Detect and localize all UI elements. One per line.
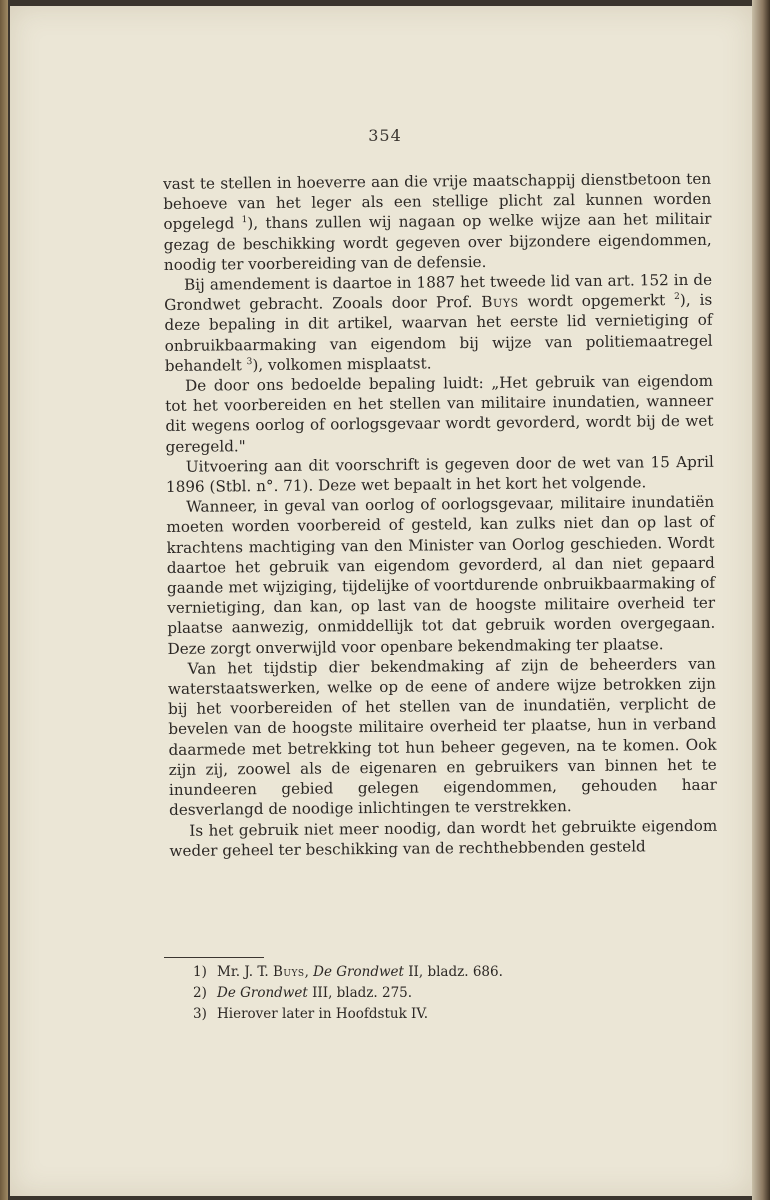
footnote-3 — [193, 1004, 613, 1025]
paragraph-3: De door ons bedoelde bepaling luidt: „Het gebruik van eigendom tot het voorbereiden en het stellen van militaire inundatien, wanneer dit wegens oorlog of oorlogsgevaar wordt gevorderd, wordt bij de wet geregeld." — [165, 371, 714, 456]
footnote-author: Buys — [272, 964, 305, 980]
footnote-2 — [193, 983, 613, 1004]
footnote-1 — [193, 962, 613, 983]
paragraph-2-text-d: ), volkomen misplaatst. — [252, 354, 432, 374]
paragraph-1-text-cont: ), thans zullen wij nagaan op welke wijze aan het militair gezag de beschikking wordt gegeven over bijzondere eigendommen, noodig ter voorbereiding van de defensie. — [163, 210, 712, 274]
paragraph-5: Wanneer, in geval van oorlog of oorlogsgevaar, militaire inundatiën moeten worden voorbereid of gesteld, kan zulks niet dan op last of krachtens machtiging van den Minister van Oorlog geschieden. Wordt daartoe het gebruik van eigendom gevorderd, al dan niet gepaard gaande met wijziging, tijdelijke of voortdurende onbruikbaarmaking of vernietiging, dan kan, op last van de hoogste militaire overheid ter plaatse aanwezig, onmiddellijk tot dat gebruik worden overgegaan. Deze zorgt onverwijld voor openbare bekendmaking ter plaatse. — [166, 492, 716, 658]
paragraph-7: Is het gebruik niet meer noodig, dan wordt het gebruikte eigendom weder geheel ter beschikking van de rechthebbenden gesteld — [169, 816, 718, 860]
author-name: Buys — [481, 292, 519, 312]
footnote-divider — [164, 957, 264, 958]
footnote-title: De Grondwet — [217, 985, 308, 1001]
footnote-number: 3) — [193, 1006, 207, 1022]
footnote-text: Mr. J. T. — [217, 964, 273, 980]
footnote-text: Hierover later in Hoofdstuk IV. — [217, 1006, 429, 1022]
paragraph-1 — [163, 169, 712, 275]
footnote-number: 2) — [193, 985, 207, 1001]
footnote-citation: III, bladz. 275. — [307, 985, 413, 1001]
footnote-number: 1) — [193, 964, 207, 980]
paragraph-2-text-b: wordt opgemerkt — [518, 291, 675, 311]
paragraph-1-text: vast te stellen in hoeverre aan die vrije maatschappij dienstbetoon ten behoeve van het leger als een stellige plicht zal kunnen worden opgelegd — [163, 169, 712, 234]
footnotes — [193, 962, 613, 1025]
paragraph-2-text: Bij amendement is daartoe in 1887 het tweede lid van art. 152 in de Grondwet gebracht. Zooals door Prof. — [164, 270, 713, 315]
footnote-citation: II, bladz. 686. — [403, 964, 503, 980]
footnote-ref-3: 3 — [246, 356, 253, 367]
body-text — [163, 169, 718, 861]
book-spine — [0, 0, 8, 1200]
footnote-ref-1: 1 — [241, 215, 248, 226]
paragraph-2 — [164, 270, 713, 376]
paragraph-6: Van het tijdstip dier bekendmaking af zijn de beheerders van waterstaatswerken, welke op de eene of andere wijze betrokken zijn bij het voorbereiden of het stellen van de inundatiën, verplicht de bevelen van de hoogste militaire overheid ter plaatse, hun in verband daarmede met betrekking tot hun beheer gegeven, na te komen. Ook zijn zij, zoowel als de eigenaren en gebruikers van binnen het te inundeeren gebied gelegen eigendommen, gehouden haar desverlangd de noodige inlichtingen te verstrekken. — [167, 654, 717, 820]
page-edge — [752, 0, 770, 1200]
footnote-separator: , — [304, 964, 314, 980]
page-number: 354 — [368, 126, 402, 145]
paragraph-4: Uitvoering aan dit voorschrift is gegeven door de wet van 15 April 1896 (Stbl. n°. 71). Deze wet bepaalt in het kort het volgende. — [165, 452, 714, 497]
footnote-title: De Grondwet — [313, 964, 404, 980]
paragraph-2-text-c: ), is deze bepaling in dit artikel, waarvan het eerste lid vernietiging of onbruikbaarmaking van eigendom bij wijze van politiemaatregel behandelt — [164, 290, 713, 375]
footnote-ref-2: 2 — [674, 292, 680, 303]
